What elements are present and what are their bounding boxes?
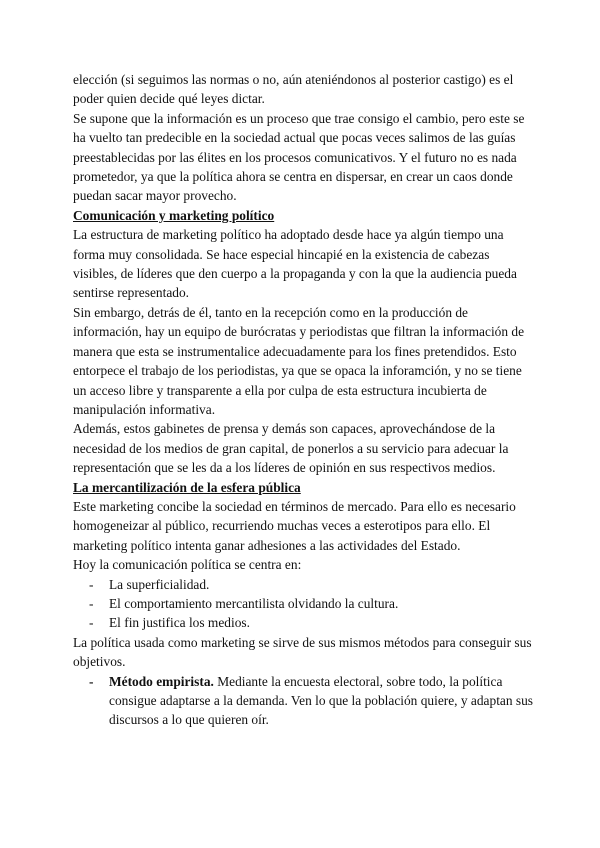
list-item <box>73 594 533 613</box>
method-term: Método empirista. <box>109 673 214 689</box>
list-item <box>73 672 533 730</box>
list-item <box>73 575 533 594</box>
list-item-text: La superficialidad. <box>109 576 210 592</box>
focus-list <box>73 575 533 633</box>
paragraph: La estructura de marketing político ha adoptado desde hace ya algún tiempo una forma muy consolidada. Se hace especial hincapié en la existencia de cabezas visibles, de líderes que den cuerpo a la propaganda y con la que la audiencia pueda sentirse representado. <box>73 227 517 301</box>
list-item <box>73 613 533 632</box>
methods-list <box>73 672 533 730</box>
paragraph: Además, estos gabinetes de prensa y demás son capaces, aprovechándose de la necesidad de los medios de gran capital, de ponerlos a su servicio para adecuar la representación que se les da a los líderes de opinión en sus respectivos medios. <box>73 421 509 476</box>
section-heading-mercantilizacion: La mercantilización de la esfera pública <box>73 479 301 495</box>
dash-bullet: - <box>89 576 94 592</box>
dash-bullet: - <box>89 673 94 689</box>
dash-bullet: - <box>89 595 94 611</box>
paragraph: La política usada como marketing se sirve de sus mismos métodos para conseguir sus objetivos. <box>73 634 532 670</box>
document-page <box>73 70 533 730</box>
paragraph: Este marketing concibe la sociedad en términos de mercado. Para ello es necesario homogeneizar al público, recurriendo muchas veces a esterotipos para ello. El marketing político intenta ganar adhesiones a las actividades del Estado. <box>73 498 516 553</box>
paragraph: Hoy la comunicación política se centra en: <box>73 557 302 573</box>
section-heading-comunicacion: Comunicación y marketing político <box>73 207 275 223</box>
method-description: Mediante la encuesta electoral, sobre todo, la política consigue adaptarse a la demanda. Ven lo que la población quiere, y adaptan sus discursos a lo que quieren oír. <box>109 673 534 728</box>
paragraph: Sin embargo, detrás de él, tanto en la recepción como en la producción de información, hay un equipo de burócratas y periodistas que filtran la información de manera que esta se instrumentalice adecuadamente para los fines pretendidos. Esto entorpece el trabajo de los periodistas, ya que se opaca la inforamción, y no se tiene un acceso libre y transparente a ella por culpa de esta estructura incubierta de manipulación informativa. <box>73 304 525 417</box>
list-item-text: El comportamiento mercantilista olvidando la cultura. <box>109 595 399 611</box>
list-item-text: El fin justifica los medios. <box>109 615 250 631</box>
paragraph: elección (si seguimos las normas o no, aún ateniéndonos al posterior castigo) es el poder quien decide qué leyes dictar. <box>73 72 514 107</box>
paragraph: Se supone que la información es un proceso que trae consigo el cambio, pero este se ha vuelto tan predecible en la sociedad actual que pocas veces salimos de las guías preestablecidas por las élites en los procesos comunicativos. Y el futuro no es nada prometedor, ya que la política ahora se centra en dispersar, en crear un caos donde puedan sacar mayor provecho. <box>73 110 525 204</box>
dash-bullet: - <box>89 615 94 631</box>
